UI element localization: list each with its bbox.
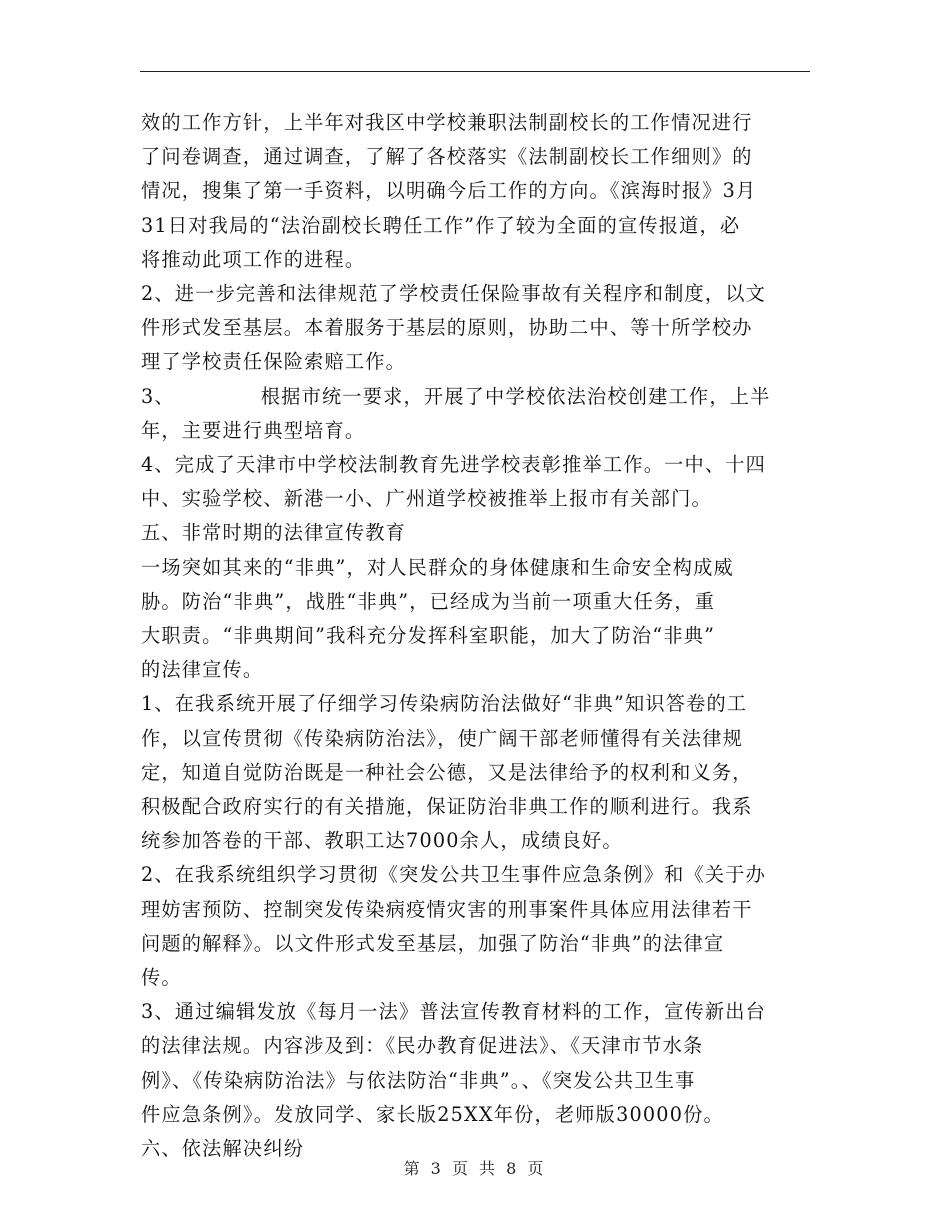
text-line: 一场突如其来的“非典”，对人民群众的身体健康和生命安全构成威 <box>141 555 734 579</box>
page-footer: 第 3 页 共 8 页 <box>403 1159 547 1178</box>
text-line: 的法律法规。内容涉及到：《民办教育促进法》、《天津市节水条 <box>141 1034 704 1058</box>
text-line: 1、在我系统开展了仔细学习传染病防治法做好“非典”知识答卷的工 <box>141 692 748 716</box>
section-heading: 五、非常时期的法律宣传教育 <box>141 521 407 545</box>
text-line: 统参加答卷的干部、教职工达7000余人，成绩良好。 <box>141 829 623 853</box>
text-line: 问题的解释》。以文件形式发至基层，加强了防治“非典”的法律宣 <box>141 931 725 955</box>
text-line-item-3 <box>141 380 821 414</box>
text-line: 效的工作方针，上半年对我区中学校兼职法制副校长的工作情况进行 <box>141 111 753 134</box>
text-line: 2、在我系统组织学习贯彻《突发公共卫生事件应急条例》和《关于办 <box>141 863 767 887</box>
header-rule <box>140 71 810 72</box>
text-line: 将推动此项工作的进程。 <box>141 247 366 271</box>
text-line: 作，以宣传贯彻《传染病防治法》，使广阔干部老师懂得有关法律规 <box>141 726 744 750</box>
text-line: 理了学校责任保险索赔工作。 <box>141 350 407 374</box>
text-line: 4、完成了天津市中学校法制教育先进学校表彰推举工作。一中、十四 <box>141 453 767 477</box>
text-line: 的法律宣传。 <box>141 658 264 682</box>
text-line: 中、实验学校、新港一小、广州道学校被推举上报市有关部门。 <box>141 487 712 511</box>
text-line: 31日对我局的“法治副校长聘任工作”作了较为全面的宣传报道，必 <box>141 213 741 237</box>
text-line: 大职责。“非典期间”我科充分发挥科室职能，加大了防治“非典” <box>141 624 716 648</box>
text-line: 件应急条例》。发放同学、家长版25XX年份，老师版30000份。 <box>141 1102 724 1126</box>
item-number: 3、 <box>141 384 175 408</box>
text-line: 例》、《传染病防治法》与依法防治“非典”。、《突发公共卫生事 <box>141 1068 696 1092</box>
text-line: 积极配合政府实行的有关措施，保证防治非典工作的顺利进行。我系 <box>141 795 753 819</box>
item-text: 根据市统一要求，开展了中学校依法治校创建工作，上半 <box>260 384 771 408</box>
text-line: 定，知道自觉防治既是一种社会公德，又是法律给予的权利和义务， <box>141 760 753 784</box>
text-line: 了问卷调查，通过调查，了解了各校落实《法制副校长工作细则》的 <box>141 145 753 169</box>
text-line: 情况，搜集了第一手资料，以明确今后工作的方向。《滨海时报》3月 <box>141 179 757 203</box>
text-line: 传。 <box>141 966 182 990</box>
text-line: 3、通过编辑发放《每月一法》普法宣传教育材料的工作，宣传新出台 <box>141 1000 767 1024</box>
text-line: 2、进一步完善和法律规范了学校责任保险事故有关程序和制度，以文 <box>141 282 767 306</box>
text-line: 理妨害预防、控制突发传染病疫情灾害的刑事案件具体应用法律若干 <box>141 897 753 921</box>
text-line: 年，主要进行典型培育。 <box>141 418 366 442</box>
text-line: 件形式发至基层。本着服务于基层的原则，协助二中、等十所学校办 <box>141 316 753 340</box>
section-heading: 六、依法解决纠纷 <box>141 1137 305 1161</box>
text-line: 胁。防治“非典”，战胜“非典”，已经成为当前一项重大任务，重 <box>141 589 716 613</box>
body-text <box>141 106 821 1166</box>
